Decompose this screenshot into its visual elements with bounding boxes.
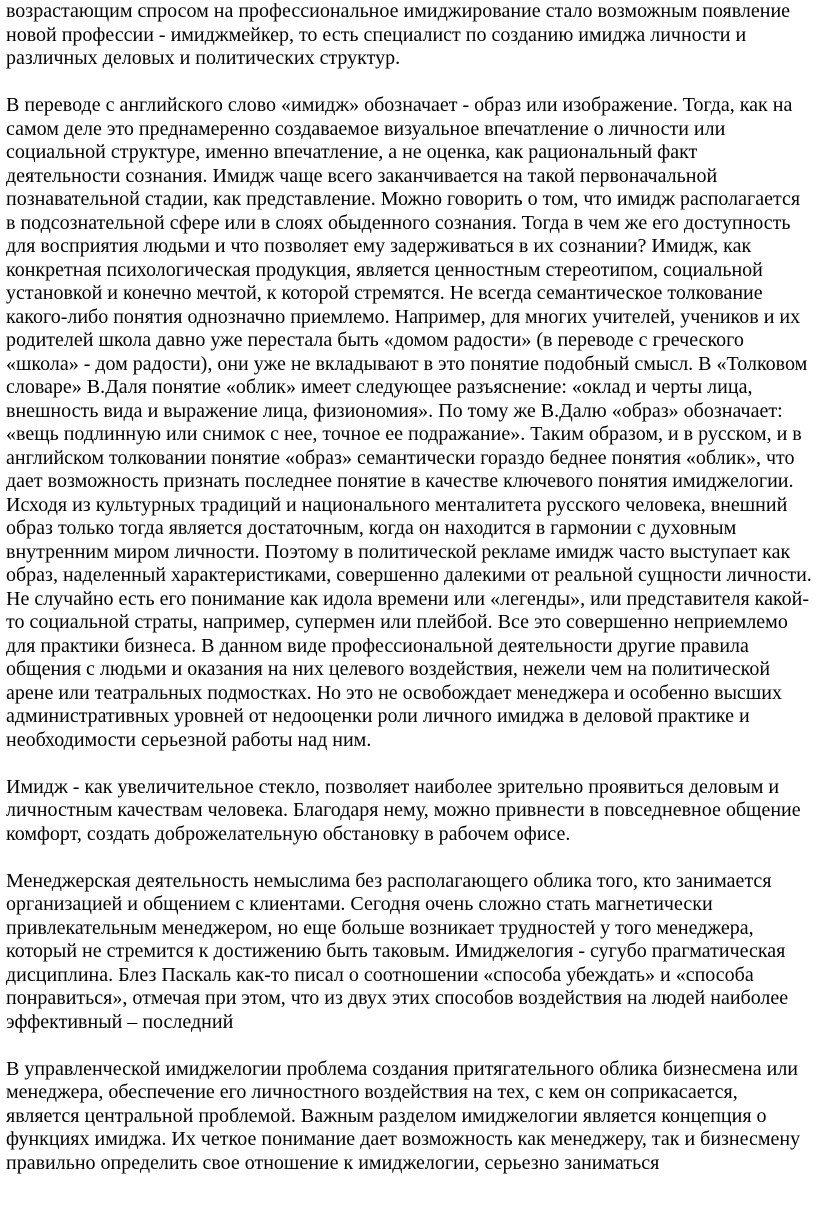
paragraph-3: Имидж - как увеличительное стекло, позволяет наиболее зрительно проявиться деловым и личностным качествам человека. Благодаря нему, можно привнести в повседневное общение комфорт, создать доброжелательную обстановку в рабочем офисе.: [6, 775, 801, 845]
paragraph-2: В переводе с английского слово «имидж» обозначает - образ или изображение. Тогда, как на самом деле это преднамеренно создаваемое визуальное впечатление о личности или социальной структуре, именно впечатление, а не оценка, как рациональный факт деятельности сознания. Имидж чаще всего заканчивается на такой первоначальной познавательной стадии, как представление. Можно говорить о том, что имидж располагается в подсознательной сфере или в слоях обыденного сознания. Тогда в чем же его доступность для восприятия людьми и что позволяет ему задерживаться в их сознании? Имидж, как конкретная психологическая продукция, является ценностным стереотипом, социальной установкой и конечно мечтой, к которой стремятся. Не всегда семантическое толкование какого-либо понятия однозначно приемлемо. Например, для многих учителей, учеников и их родителей школа давно уже перестала быть «домом радости» (в переводе с греческого «школа» - дом радости), они уже не вкладывают в это понятие подобный смысл. В «Толковом словаре» В.Даля понятие «облик» имеет следующее разъяснение: «оклад и черты лица, внешность вида и выражение лица, физиономия». По тому же В.Далю «образ» обозначает: «вещь подлинную или снимок с нее, точное ее подражание». Таким образом, и в русском, и в английском толковании понятие «образ» семантически гораздо беднее понятия «облик», что дает возможность признать последнее понятие в качестве ключевого понятия имиджелогии. Исходя из культурных традиций и национального менталитета русского человека, внешний образ только тогда является достаточным, когда он находится в гармонии с духовным внутренним миром личности. Поэтому в политической рекламе имидж часто выступает как образ, наделенный характеристиками, совершенно далекими от реальной сущности личности. Не случайно есть его понимание как идола времени или «легенды», или представителя какой-то социальной страты, например, супермен или плейбой. Все это совершенно неприемлемо для практики бизнеса. В данном виде профессиональной деятельности другие правила общения с людьми и оказания на них целевого воздействия, нежели чем на политической арене или театральных подмостках. Но это не освобождает менеджера и особенно высших административных уровней от недооценки роли личного имиджа в деловой практике и необходимости серьезной работы над ним.: [6, 94, 812, 751]
paragraph-5: В управленческой имиджелогии проблема создания притягательного облика бизнесмена или менеджера, обеспечение его личностного воздействия на тех, с кем он соприкасается, является центральной проблемой. Важным разделом имиджелогии является концепция о функциях имиджа. Их четкое понимание дает возможность как менеджеру, так и бизнесмену правильно определить свое отношение к имиджелогии, серьезно заниматься: [6, 1057, 801, 1174]
paragraph-4: Менеджерская деятельность немыслима без располагающего облика того, кто занимается организацией и общением с клиентами. Сегодня очень сложно стать магнетически привлекательным менеджером, но еще больше возникает трудностей у того менеджера, который не стремится к достижению быть таковым. Имиджелогия - сугубо прагматическая дисциплина. Блез Паскаль как-то писал о соотношении «способа убеждать» и «способа понравиться», отмечая при этом, что из двух этих способов воздействия на людей наиболее эффективный – последний: [6, 869, 789, 1033]
paragraph-1: возрастающим спросом на профессиональное имиджирование стало возможным появление новой профессии - имиджмейкер, то есть специалист по созданию имиджа личности и различных деловых и политических структур.: [6, 0, 791, 69]
